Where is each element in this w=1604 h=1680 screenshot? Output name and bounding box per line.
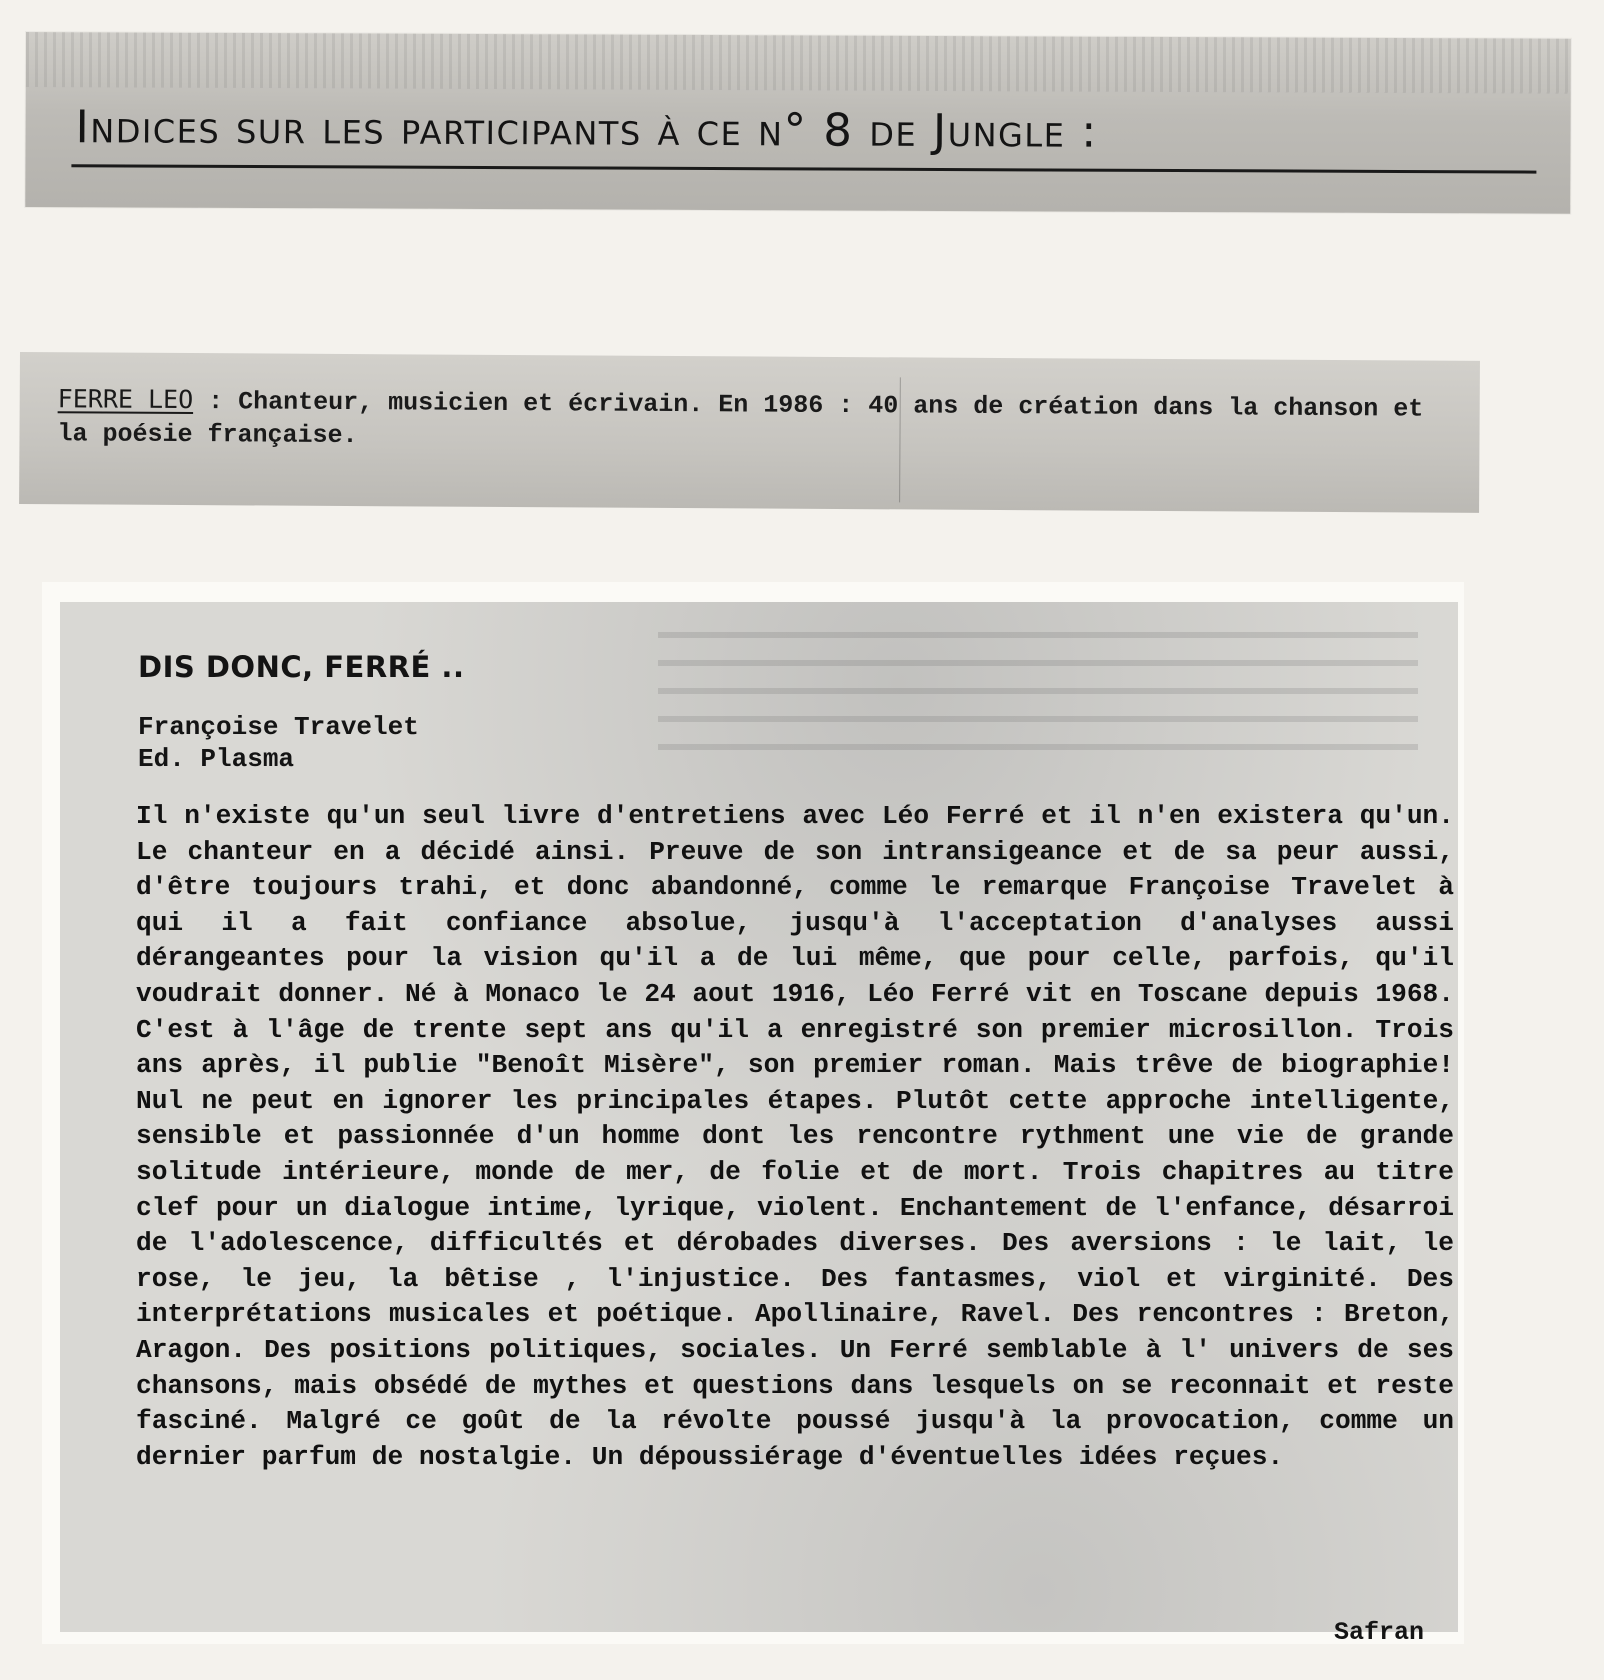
photocopy-area (60, 602, 1458, 1647)
participant-description: : Chanteur, musicien et écrivain. En 1986 : 40 ans de création dans la chanson et la poésie française. (57, 387, 1424, 451)
review-signature: Safran (1333, 1618, 1424, 1647)
participant-name: FERRE LEO (57, 384, 194, 415)
book-publisher: Ed. Plasma (138, 744, 295, 774)
participant-entry-clipping (19, 352, 1480, 513)
review-clipping (42, 582, 1464, 1647)
participant-entry (57, 382, 1447, 458)
heading-clipping (25, 32, 1571, 214)
review-title: DIS DONC, FERRÉ .. (138, 650, 465, 684)
book-author: Françoise Travelet (138, 712, 419, 742)
review-body: Il n'existe qu'un seul livre d'entretiens avec Léo Ferré et il n'en existera qu'un. Le chanteur en a décidé ainsi. Preuve de son intransigeance et de sa peur aussi, d'être toujours trahi, et donc abandonné, comme le remarque Françoise Travelet à qui il a fait confiance absolue, jusqu'à l'acceptation d'analyses aussi dérangeantes pour la vision qu'il a de lui même, que pour celle, parfois, qu'il voudrait donner. Né à Monaco le 24 aout 1916, Léo Ferré vit en Toscane depuis 1968. C'est à l'âge de trente sept ans qu'il a enregistré son premier microsillon. Trois ans après, il publie "Benoît Misère", son premier roman. Mais trêve de biographie! Nul ne peut en ignorer les principales étapes. Plutôt cette approche intelligente, sensible et passionnée d'un homme dont les rencontre rythment une vie de grande solitude intérieure, monde de mer, de folie et de mort. Trois chapitres au titre clef pour un dialogue intime, lyrique, violent. Enchantement de l'enfance, désarroi de l'adolescence, difficultés et dérobades diverses. Des aversions : le lait, le rose, le jeu, la bêtise , l'injustice. Des fantasmes, viol et virginité. Des interprétations musicales et poétique. Apollinaire, Ravel. Des rencontres : Breton, Aragon. Des positions politiques, sociales. Un Ferré semblable à l' univers de ses chansons, mais obsédé de mythes et questions dans lesquels on se reconnait et reste fasciné. Malgré ce goût de la révolte poussé jusqu'à la provocation, comme un dernier parfum de nostalgie. Un dépoussiérage d'éventuelles idées reçues. (136, 801, 1454, 1472)
photocopy-noise (26, 32, 1571, 94)
page-title: Indices sur les participants à ce n° 8 de Jungle : (75, 100, 1099, 158)
bleed-through-text (658, 632, 1418, 762)
title-underline (71, 164, 1536, 173)
